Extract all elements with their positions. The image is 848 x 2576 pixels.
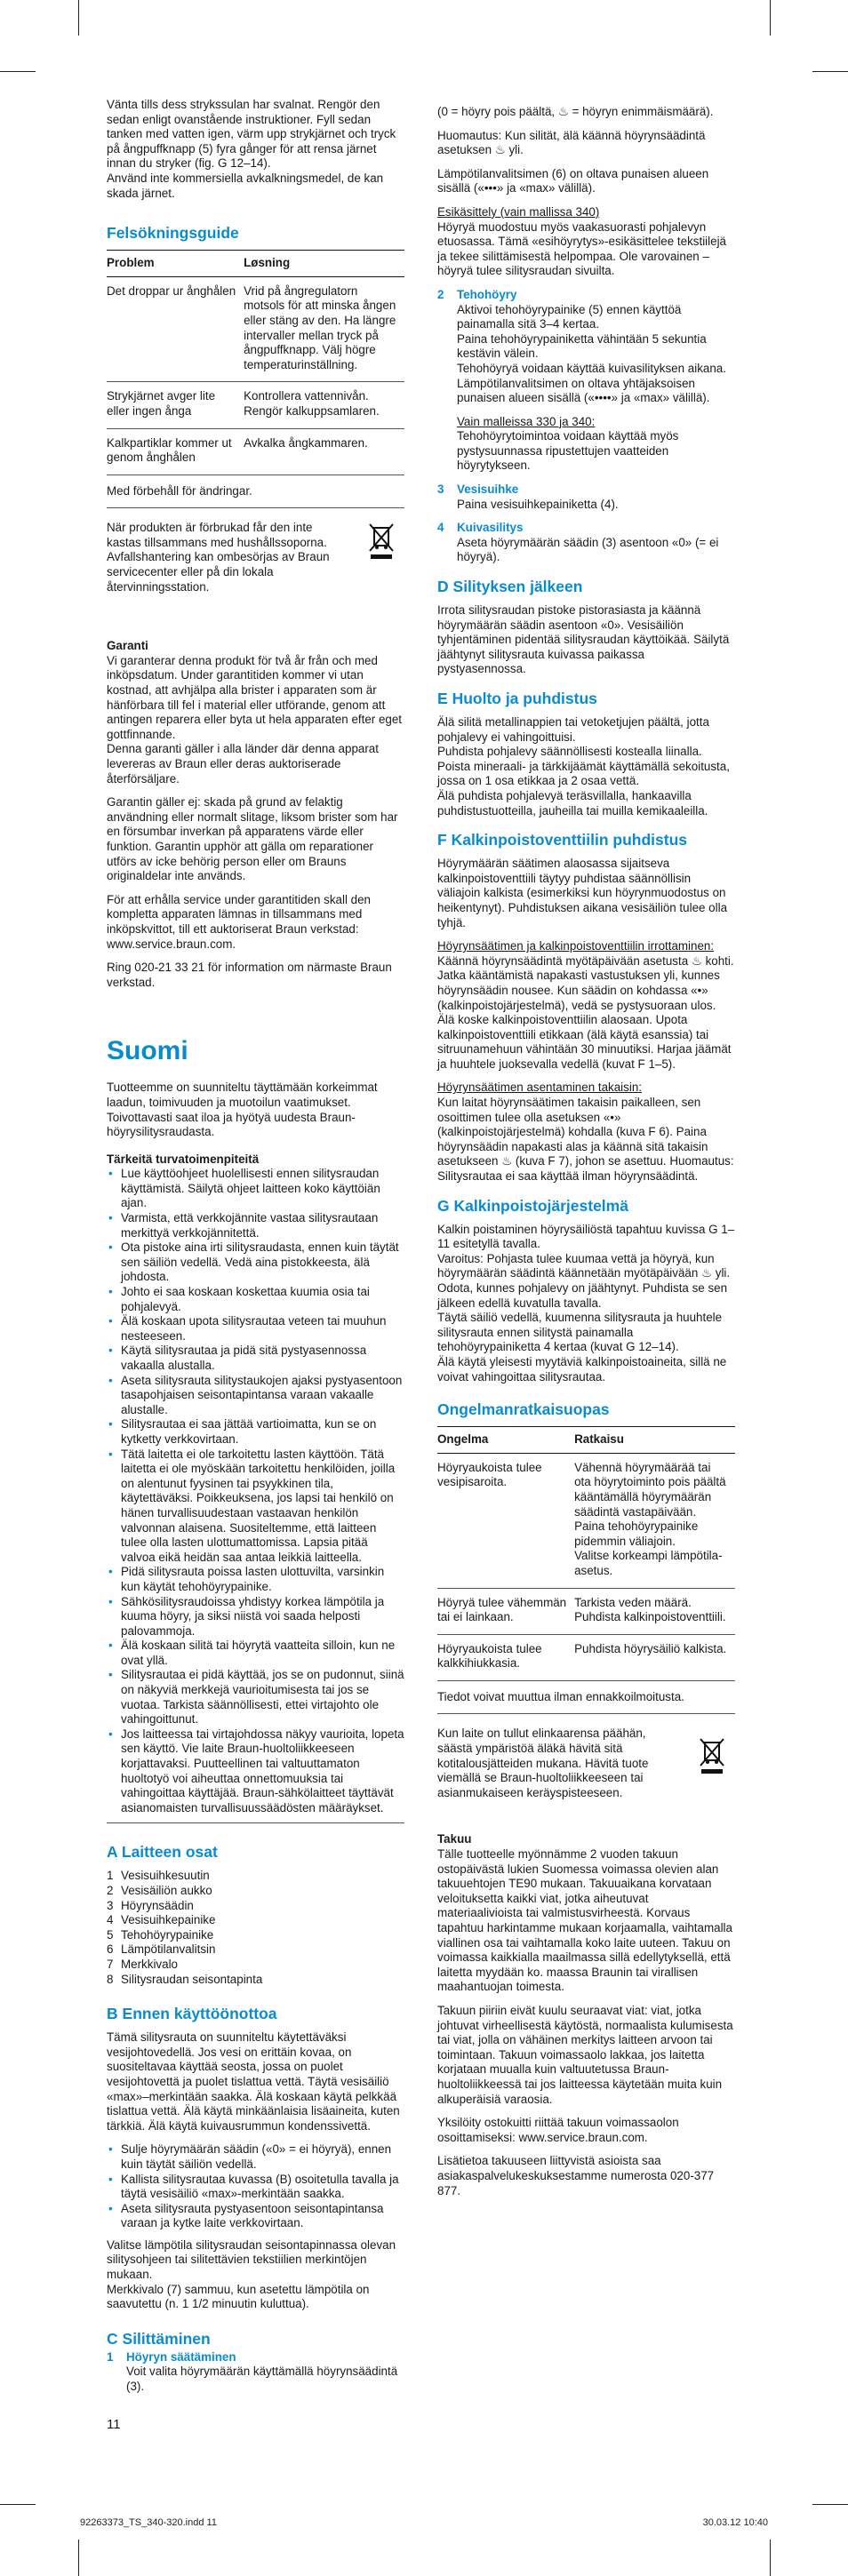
list-item: 6 Lämpötilanvalitsin — [107, 1942, 216, 1957]
crop-mark — [78, 2540, 79, 2576]
before-intro: Tämä silitysrauta on suunniteltu käytettäväksi vesijohtovedellä. Jos vesi on erittäin kovaa, on suositeltavaa käyttää seosta, jossa on puolet vesijohtovettä ja puolet tislattua vettä. Täytä vesisäiliö «max»–merkintään saakka. Älä koskaan käytä pelkkää tislattua vettä. Älä käytä minkäänlaisia lisäaineita, kuten tärkkiä. Älä käytä kuivausrummun kondenssivettä. — [107, 2030, 400, 2133]
warranty-paragraph: Lisätietoa takuuseen liittyvistä asioista saa asiakaspalvelukeskuksestamme numerosta 020-377 877. — [437, 2154, 715, 2197]
safety-heading: Tärkeitä turvatoimenpiteitä — [107, 1152, 260, 1166]
steam-temperature: Lämpötilanvalitsimen (6) on oltava punaisen alueen sisällä («•••» ja «max» välillä). — [437, 166, 709, 195]
suomi-intro: Tuotteemme on suunniteltu täyttämään korkeimmat laadun, toimivuuden ja muotoilun vaatimukset. Toivottavasti saat iloa ja hyötyä uudesta Braun-höyrysilitysraudasta. — [107, 1081, 378, 1139]
list-item: 1 Vesisuihkesuutin — [107, 1869, 210, 1883]
ironing-sub-1: 1 Höyryn säätäminen Voit valita höyrymäärän käyttämällä höyrynsäädintä (3). — [107, 2350, 404, 2395]
section-letter: A — [107, 1843, 117, 1862]
warranty-heading-fi: Takuu — [437, 1832, 472, 1846]
steam-continued: (0 = höyry pois päältä, ♨ = höyryn enimmäismäärä). — [437, 105, 714, 118]
warranty-paragraph: För att erhålla service under garantitiden skall den kompletta apparaten lämnas in tillsammans med inköpskvittot, till ett auktoriserat Braun verkstad: www.service.braun.com. — [107, 892, 371, 951]
table-header: Ongelma — [437, 1427, 574, 1454]
parts-heading — [107, 1843, 404, 1862]
list-item: • Varmista, että verkkojännite vastaa silitysrautaan merkittyä verkkojännitettä. — [121, 1211, 404, 1240]
warranty-heading-sv: Garanti — [107, 639, 148, 653]
table-cell: Avkalka ångkammaren. — [244, 428, 404, 475]
suomi-title: Suomi — [107, 1036, 188, 1066]
change-note-fi: Tiedot voivat muuttua ilman ennakkoilmoitusta. — [437, 1689, 684, 1703]
divider — [437, 1713, 735, 1714]
list-item: • Pidä silitysrauta poissa lasten ulottuvilta, varsinkin kun käytät tehohöyrypainike. — [121, 1565, 404, 1594]
table-row — [437, 1634, 735, 1680]
crop-mark — [812, 2504, 848, 2505]
list-item: • Tätä laitetta ei ole tarkoitettu lasten käyttöön. Tätä laitetta ei ole myöskään tarkoitettu henkilöiden, joilla on alentunut fyysinen tai psyykkinen tila, käytettäväksi. Poikkeuksena, jos lapsi tai henkilö on hänen turvallisuudestaan vastaavan henkilön valvonnan alaisena. Suositeltemme, että laitteen tulee olla lasten ulottumattomissa. Lapsia pitää valvoa eikä heidän saa antaa leikkiä laitteella. — [121, 1448, 404, 1566]
list-item: • Ota pistoke aina irti silitysraudasta, ennen kuin täytät sen säiliön vedellä. Vedä aina pistokkeesta, älä johdosta. — [121, 1240, 404, 1285]
table-cell: Höyryaukoista tulee kalkkihiukkasia. — [437, 1634, 574, 1680]
section-F-sub-1-text: Käännä höyrynsäädintä myötäpäivään asetusta ♨ kohti. Jatka kääntämistä napakasti vastustuksen yli, kunnes höyrynsäädin nousee. Kun säädin on kohdassa «•» (kalkinpoistojärjestelmä), vedä se pystysuoraan ulos. Älä koske kalkinpoistoventtiilin alaosaan. Upota kalkinpoistoventtiili etikkaan (älä käytä esanssia) tai sitruunamehuun vähintään 30 minuutiksi. Harjaa jäämät ja huuhtele juoksevalla vedellä (kuvat F 1–5). — [437, 953, 734, 1071]
table-cell: Höyryä tulee vähemmän tai ei lainkaan. — [437, 1588, 574, 1634]
crop-mark — [770, 2540, 771, 2576]
list-item: • Kallista silitysrautaa kuvassa (B) osoitetulla tavalla ja täytä vesisäiliö «max»-merkintään saakka. — [121, 2173, 404, 2202]
page-number: 11 — [107, 2417, 121, 2432]
table-row — [437, 1588, 735, 1634]
disposal-text-sv: När produkten är förbrukad får den inte kastas tillsammans med hushållssoporna. Avfallshantering kan ombesörjas av Braun servicecenter eller på din lokala återvinningsstation. — [107, 521, 330, 594]
sub-3-text: Paina vesisuihkepainiketta (4). — [457, 497, 619, 511]
section-D-heading: D Silityksen jälkeen — [437, 578, 583, 596]
sub-4-text: Aseta höyrymäärän säädin (3) asentoon «0» (= ei höyryä). — [457, 535, 719, 564]
table-header: Løsning — [244, 251, 404, 277]
list-item: • Jos laitteessa tai virtajohdossa näkyy vaurioita, lopeta sen käyttö. Vie laite Braun-huoltoliikkeeseen korjattavaksi. Puutteellinen tai valtuuttamaton huoltotyö voi aiheuttaa onnettomuuksia tai vahingoittaa käyttäjää. Braun-sähkölaitteet täyttävät asianomaisten turvallisuussäädösten määräykset. — [121, 1727, 404, 1816]
table-cell: Vrid på ångregulatorn motsols för att minska ången eller stäng av den. Ha längre intervaller mellan tryck på ångpuffknapp. Välj högre temperaturinställning. — [244, 276, 404, 382]
wheelie-bin-crossed-icon — [698, 1735, 726, 1774]
list-item: 3 Höyrynsäädin — [107, 1898, 194, 1912]
section-F-sub-1-title: Höyrynsäätimen ja kalkinpoistoventtiilin irrottaminen: — [437, 939, 715, 953]
section-G-text: Kalkin poistaminen höyrysäiliöstä tapahtuu kuvissa G 1–11 esitetyllä tavalla. Varoitus: Pohjasta tulee kuumaa vettä ja höyryä, kun höyrymäärän säädintä käännetään myötäpäivään ♨ yli. Odota, kunnes pohjalevy on jäähtynyt. Puhdista se sen jälkeen edellä kuvatulla tavalla. Täytä säiliö vedellä, kuumenna silitysrauta ja huuhtele silitysrauta ennen silitystä painamalla tehohöyrypainiketta 4 kertaa (kuvat G 12–14). Älä käytä yleisesti myytäviä kalkinpoistoaineita, sillä ne voivat vahingoittaa silitysrautaa. — [437, 1222, 735, 1384]
list-item: • Käytä silitysrautaa ja pidä sitä pystyasennossa vakaalla alustalla. — [121, 1344, 404, 1373]
warranty-paragraph: Ring 020-21 33 21 för information om närmaste Braun verkstad. — [107, 961, 392, 989]
table-row — [107, 428, 404, 475]
section-E-text: Älä silitä metallinappien tai vetoketjujen päältä, jotta pohjalevy ei vahingoittuisi. Puhdista pohjalevy säännöllisesti kostealla liinalla. Poista mineraali- ja tärkkijäämät käyttämällä sekoitusta, jossa on 1 osa etikkaa ja 2 osaa vettä. Älä puhdista pohjalevyä teräsvillalla, hankaavilla puhdistustuotteilla, jauheilla tai muilla kemikaaleilla. — [437, 715, 730, 817]
intro-paragraph: Använd inte kommersiella avkalkningsmedel, de kan skada järnet. — [107, 171, 384, 200]
parts-list — [107, 1869, 404, 1987]
before-list — [107, 2142, 404, 2231]
crop-mark — [78, 0, 79, 36]
crop-mark — [0, 71, 36, 72]
left-column — [107, 98, 404, 2404]
table-cell: Strykjärnet avger lite eller ingen ånga — [107, 382, 244, 428]
list-item: • Sulje höyrymäärän säädin («0» = ei höyryä), ennen kuin täytät säiliön vedellä. — [121, 2142, 404, 2172]
troubleshoot-table-fi — [437, 1426, 735, 1681]
list-item: 2 Vesisäiliön aukko — [107, 1884, 212, 1897]
sub-spray: 3 Vesisuihke Paina vesisuihkepainiketta (4). — [437, 483, 735, 512]
right-column — [437, 105, 735, 2207]
troubleshoot-table-sv — [107, 250, 404, 475]
preshot-text: Höyryä muodostuu myös vaakasuorasti pohjalevyn etuosassa. Tämä «esihöyrytys»-esikäsittelee tekstiilejä ja tekee silittämisestä helpompaa. Ole varovainen – höyryä tulee silitysraudan sivuilta. — [437, 219, 726, 278]
list-item: • Aseta silitysrauta pystyasentoon seisontapintansa varaan ja kytke laite verkkovirtaan. — [121, 2202, 404, 2231]
intro-paragraph: Vänta tills dess strykssulan har svalnat. Rengör den sedan enligt ovanstående instruktioner. Fyll sedan tanken med vatten igen, värm upp strykjärnet och tryck på ångpuffknapp (5) fyra gånger för att rensa järnet innan du stryker (fig. G 12–14). — [107, 98, 396, 171]
table-row — [107, 382, 404, 428]
list-item: 4 Vesisuihkepainike — [107, 1913, 216, 1927]
vertical-steam-text: Tehohöyrytoimintoa voidaan käyttää myös pystysuunnassa ripustettujen vaatteiden höyrytykseen. — [457, 429, 679, 473]
warranty-paragraph: Yksilöity ostokuitti riittää takuun voimassaolon osoittamiseksi: www.service.braun.com. — [437, 2116, 679, 2144]
slug-date: 30.03.12 10:40 — [702, 2517, 768, 2528]
section-title: Laitteen osat — [121, 1843, 218, 1862]
list-item: • Älä koskaan silitä tai höyrytä vaatteita silloin, kun ne ovat yllä. — [121, 1639, 404, 1668]
list-item: • Älä koskaan upota silitysrautaa veteen tai muuhun nesteeseen. — [121, 1314, 404, 1344]
ironing-heading — [107, 2330, 404, 2349]
section-F-text: Höyrymäärän säätimen alaosassa sijaitseva kalkinpoistoventtiili täytyy puhdistaa säännöllisin väliajoin kalkista (esimerkiksi kun höyrynmuodostus on heikentynyt). Puhdistuksen aikana vesisäiliön tulee olla tyhjä. — [437, 857, 728, 929]
list-item: • Silitysrautaa ei pidä käyttää, jos se on pudonnut, siinä on näkyviä merkkejä vaurioitumisesta tai jos se vuotaa. Tarkista säännöllisesti, ettei virtajohto ole vahingoittunut. — [121, 1668, 404, 1727]
sub-2-text: Aktivoi tehohöyrypainike (5) ennen käyttöä painamalla sitä 3–4 kertaa. Paina tehohöyrypainiketta vähintään 5 sekuntia kestävin välein. Tehohöyryä voidaan käyttää kuivasilityksen aikana. Lämpötilanvalitsimen on oltava yhtäjaksoisen punaisen alueen sisällä («••••» ja «max» välillä). — [457, 302, 726, 405]
sub-power-steam: 2 Tehohöyry Aktivoi tehohöyrypainike (5) ennen käyttöä painamalla sitä 3–4 kertaa. Paina tehohöyrypainiketta vähintään 5 sekuntia kestävin välein. Tehohöyryä voidaan käyttää kuivasilityksen aikana. Lämpötilanvalitsimen on oltava yhtäjaksoisen punaisen alueen sisällä («••••» ja «max» välillä). — [437, 288, 735, 406]
list-item: 5 Tehohöyrypainike — [107, 1927, 214, 1942]
preshot-title: Esikäsittely (vain mallissa 340) — [437, 204, 600, 219]
section-letter: C — [107, 2329, 118, 2348]
disposal-block-fi — [437, 1727, 735, 1800]
list-item: • Aseta silitysrauta silitystaukojen ajaksi pystyasentoon tasapohjaisen seisontapintansa varaan vakaalle alustalle. — [121, 1374, 404, 1418]
safety-list — [107, 1167, 404, 1815]
table-cell: Kontrollera vattennivån. Rengör kalkuppsamlaren. — [244, 382, 404, 428]
crop-mark — [0, 2504, 36, 2505]
warranty-paragraph: Garantin gäller ej: skada på grund av felaktig användning eller normalt slitage, liksom brister som har en försumbar inverkan på apparatens värde eller funktion. Garantin upphör att gälla om reparationer utförs av icke behörig person eller om Brauns originaldelar inte används. — [107, 795, 398, 883]
list-item: • Johto ei saa koskaan koskettaa kuumia osia tai pohjalevyä. — [121, 1285, 404, 1314]
list-item: 8 Silitysraudan seisontapinta — [107, 1972, 263, 1986]
section-letter: B — [107, 2005, 118, 2023]
table-cell: Kalkpartiklar kommer ut genom ånghålen — [107, 428, 244, 475]
table-cell: Puhdista höyrysäiliö kalkista. — [574, 1634, 735, 1680]
section-G-heading: G Kalkinpoistojärjestelmä — [437, 1196, 628, 1215]
sub-dry-ironing: 4 Kuivasilitys Aseta höyrymäärän säädin (3) asentoon «0» (= ei höyryä). — [437, 521, 735, 565]
before-heading — [107, 2005, 404, 2023]
crop-mark — [812, 71, 848, 72]
section-E-heading: E Huolto ja puhdistus — [437, 690, 597, 707]
list-item: • Sähkösilitysraudoissa yhdistyy korkea lämpötila ja kuuma höyry, ja siksi niistä voi saada helposti palovammoja. — [121, 1595, 404, 1639]
section-F-sub-2-title: Höyrynsäätimen asentaminen takaisin: — [437, 1081, 642, 1095]
section-F-sub-2-text: Kun laitat höyrynsäätimen takaisin paikalleen, sen osoittimen tulee olla asetuksen «•» (kalkinpoistojärjestelmä) kohdalla (kuva F 6). Paina höyrynsäädin napakasti alas ja käännä sitä takaisin asetukseen ♨ (kuva F 7), johon se asettuu. Huomautus: Silitysrautaa ei saa käyttää ilman höyrynsäädintä. — [437, 1096, 734, 1184]
warranty-paragraph: Takuun piiriin eivät kuulu seuraavat viat: viat, jotka johtuvat virheellisestä käytöstä, normaalista kulumisesta tai viat, jolla on vähäinen merkitys laitteen arvoon tai toimintaan. Takuun voimassaolo lakkaa, jos laitetta korjataan muualla kuin valtuutetussa Braun-huoltoliikkeessä tai jos laitteessa käytetään muita kuin alkuperäisiä varaosia. — [437, 2003, 733, 2106]
table-cell: Det droppar ur ånghålen — [107, 276, 244, 382]
list-item: 7 Merkkivalo — [107, 1957, 178, 1971]
list-item: • Lue käyttöohjeet huolellisesti ennen silitysraudan käyttämistä. Säilytä ohjeet laitteen koko käyttöiän ajan. — [121, 1167, 404, 1211]
list-item: • Silitysrautaa ei saa jättää vartioimatta, kun se on kytketty verkkovirtaan. — [121, 1417, 404, 1447]
steam-note: Huomautus: Kun silität, älä käännä höyrynsäädintä asetuksen ♨ yli. — [437, 128, 706, 157]
change-note: Med förbehåll för ändringar. — [107, 483, 252, 498]
crop-mark — [770, 0, 771, 36]
disposal-block-sv — [107, 521, 404, 594]
divider — [107, 507, 404, 508]
wheelie-bin-crossed-icon — [367, 521, 396, 560]
troubleshoot-heading-fi: Ongelmanratkaisuopas — [437, 1400, 610, 1419]
section-title: Ennen käyttöönottoa — [122, 2005, 277, 2023]
section-title: Silittäminen — [122, 2329, 211, 2348]
before-outro: Valitse lämpötila silitysraudan seisontapinnassa olevan silitysohjeen tai silitettävien tekstiilien merkintöjen mukaan. Merkkivalo (7) sammuu, kun asetettu lämpötila on saavutettu (n. 1 1/2 minuutin kuluttua). — [107, 2237, 396, 2311]
section-D-text: Irrota silitysraudan pistoke pistorasiasta ja käännä höyrymäärän säädin asentoon «0». Vesisäiliön tyhjentäminen pidentää silitysraudan käyttöikää. Säilytä jäähtynyt silitysrauta kuivassa paikassa pystyasennossa. — [437, 603, 730, 676]
disposal-text-fi: Kun laite on tullut elinkaarensa päähän, säästä ympäristöä äläkä hävitä sitä kotitalousjätteiden mukana. Hävitä tuote viemällä se Braun-huoltoliikkeeseen tai asianmukaiseen keräyspisteeseen. — [437, 1727, 649, 1799]
warranty-paragraph: Vi garanterar denna produkt för två år från och med inköpsdatum. Under garantitiden kommer vi utan kostnad, att avhjälpa alla brister i apparaten som är hänförbara till fel i material eller utförande, genom att antingen reparera eller byta ut hela apparaten efter eget gottfinnande. Denna garanti gäller i alla länder där denna apparat levereras av Braun eller deras auktoriserade återförsäljare. — [107, 653, 403, 786]
vertical-steam-title: Vain malleissa 330 ja 340: — [457, 414, 596, 428]
warranty-paragraph: Tälle tuotteelle myönnämme 2 vuoden takuun ostopäivästä lukien Suomessa voimassa olevien alan takuuehtojen TE90 mukaan. Takuuaikana korvataan veloituksetta kaikki viat, jotka aiheutuvat materiaalivioista tai valmistusvirheestä. Korvaus tapahtuu harkintamme mukaan korjaamalla, vaihtamalla viallinen osa tai vaihtamalla koko laite uuteen. Takuu on voimassa kaikkialla maailmassa sillä edellytyksellä, että laitetta myydään ko. maassa Braunin tai virallisen maahantuojan toimesta. — [437, 1847, 732, 1994]
ironing-sub-1-text: Voit valita höyrymäärän käyttämällä höyrynsäädintä (3). — [126, 2365, 398, 2394]
table-header: Ratkaisu — [574, 1427, 735, 1454]
table-cell: Höyryaukoista tulee vesipisaroita. — [437, 1453, 574, 1588]
slug-file: 92263373_TS_340-320.indd 11 — [80, 2517, 217, 2528]
divider — [107, 1822, 404, 1823]
table-cell: Vähennä höyrymäärää tai ota höyrytoiminto pois päältä kääntämällä höyrymäärän säädintä vastapäivään. Paina tehohöyrypainike pidemmin väliajoin. Valitse korkeampi lämpötila-asetus. — [574, 1453, 735, 1588]
table-header: Problem — [107, 251, 244, 277]
table-cell: Tarkista veden määrä. Puhdista kalkinpoistoventtiili. — [574, 1588, 735, 1634]
section-F-heading: F Kalkinpoistoventtiilin puhdistus — [437, 831, 688, 849]
troubleshoot-heading-sv: Felsökningsguide — [107, 224, 239, 243]
table-row — [437, 1453, 735, 1588]
table-row — [107, 276, 404, 382]
